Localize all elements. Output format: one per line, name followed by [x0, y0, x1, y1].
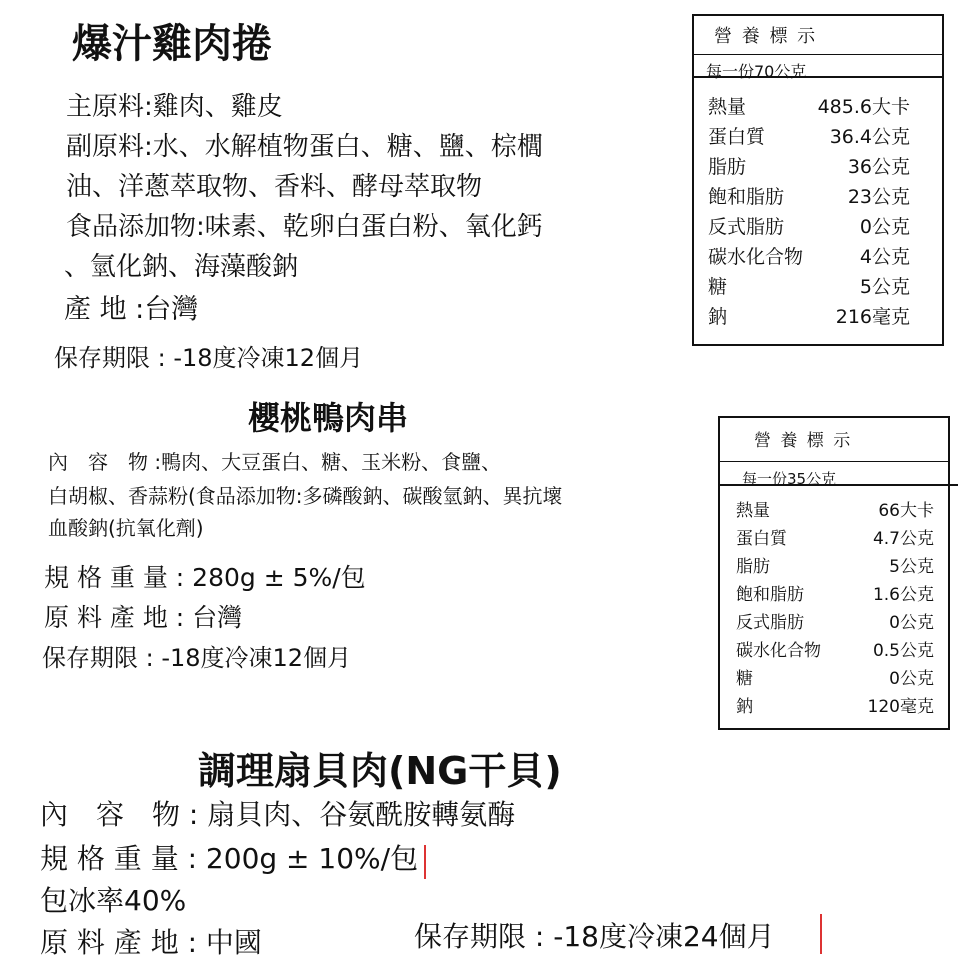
nutrient-value: 0.5公克	[872, 641, 934, 661]
nutrition-row	[720, 664, 948, 692]
nutrient-value: 0公克	[889, 669, 934, 689]
nutrient-value: 120毫克	[867, 697, 934, 717]
nutrition-row	[720, 636, 948, 664]
nutrient-name: 碳水化合物	[708, 246, 804, 268]
nutrition-row	[720, 580, 948, 608]
nutrient-value: 0公克	[859, 216, 910, 238]
nutrition-row	[694, 92, 942, 122]
nutrient-value: 66大卡	[878, 501, 934, 521]
nutrient-name: 反式脂肪	[736, 613, 804, 633]
product1-origin: 產 地 :台灣	[64, 294, 199, 325]
nutrient-value: 216毫克	[835, 306, 910, 328]
nutrient-name: 鈉	[736, 697, 753, 717]
product3-spec: 規 格 重 量 : 200g ± 10%/包	[40, 842, 419, 875]
nutrient-value: 4.7公克	[872, 529, 934, 549]
nutrition-row	[694, 212, 942, 242]
product2-origin: 原 料 產 地 : 台灣	[44, 603, 243, 632]
product1-line-additives-cont: 、氫化鈉、海藻酸鈉	[64, 252, 299, 282]
nutrition-row	[720, 608, 948, 636]
product1-line-additives: 食品添加物:味素、乾卵白蛋白粉、氧化鈣	[66, 212, 543, 242]
nutrition-box-1-rows	[694, 78, 942, 338]
nutrient-name: 糖	[736, 669, 753, 689]
product2-contents-line-2: 白胡椒、香蒜粉(食品添加物:多磷酸鈉、碳酸氫鈉、異抗壞	[48, 484, 563, 508]
product1-shelf-life: 保存期限 : -18度冷凍12個月	[54, 344, 364, 372]
red-edit-mark-2	[820, 914, 822, 954]
product3-origin: 原 料 產 地 : 中國	[40, 926, 262, 959]
nutrition-box-1-serving: 每一份70公克	[694, 54, 942, 82]
nutrient-value: 5公克	[859, 276, 910, 298]
product3-title: 調理扇貝肉(NG干貝)	[198, 749, 562, 793]
nutrition-box-2-edge-line	[946, 484, 958, 486]
nutrient-name: 反式脂肪	[708, 216, 785, 238]
nutrient-name: 鈉	[708, 306, 728, 328]
nutrient-name: 脂肪	[708, 156, 747, 178]
nutrition-box-2-rows	[720, 486, 948, 726]
product1-line-sub-ingredients-cont: 油、洋蔥萃取物、香料、酵母萃取物	[66, 172, 483, 202]
nutrition-row	[694, 182, 942, 212]
product2-spec: 規 格 重 量 : 280g ± 5%/包	[44, 563, 366, 592]
nutrition-row	[694, 272, 942, 302]
product1-line-sub-ingredients: 副原料:水、水解植物蛋白、糖、鹽、棕櫚	[66, 132, 543, 162]
nutrition-row	[694, 302, 942, 332]
nutrition-row	[720, 552, 948, 580]
nutrient-value: 23公克	[847, 186, 910, 208]
nutrient-value: 485.6大卡	[817, 96, 910, 118]
product3-contents: 內 容 物 : 扇貝肉、谷氨酰胺轉氨酶	[40, 798, 516, 831]
nutrition-box-2-header	[720, 418, 948, 486]
nutrient-value: 36公克	[847, 156, 910, 178]
nutrition-box-2	[718, 416, 950, 730]
nutrition-row	[720, 524, 948, 552]
nutrition-box-1-heading: 營 養 標 示	[714, 26, 818, 47]
product3-shelf-life: 保存期限 : -18度冷凍24個月	[414, 920, 775, 953]
nutrition-row	[694, 152, 942, 182]
nutrient-name: 熱量	[736, 501, 770, 521]
product1-line-ingredients: 主原料:雞肉、雞皮	[66, 92, 283, 122]
nutrient-name: 脂肪	[736, 557, 770, 577]
nutrition-box-2-serving: 每一份35公克	[720, 461, 948, 489]
product2-title: 櫻桃鴨肉串	[248, 399, 409, 437]
product2-contents-line-1: 內 容 物 :鴨肉、大豆蛋白、糖、玉米粉、食鹽、	[48, 450, 502, 474]
product2-shelf-life: 保存期限 : -18度冷凍12個月	[42, 644, 352, 672]
nutrition-box-1	[692, 14, 944, 346]
nutrient-value: 1.6公克	[872, 585, 934, 605]
nutrition-row	[694, 242, 942, 272]
nutrient-name: 飽和脂肪	[708, 186, 785, 208]
red-edit-mark-1	[424, 845, 426, 879]
nutrient-name: 蛋白質	[708, 126, 766, 148]
nutrition-box-2-heading: 營 養 標 示	[754, 431, 853, 451]
nutrient-name: 飽和脂肪	[736, 585, 804, 605]
nutrient-name: 蛋白質	[736, 529, 787, 549]
product3-ice-rate: 包冰率40%	[40, 884, 187, 917]
nutrition-row	[720, 692, 948, 720]
nutrition-box-1-header	[694, 16, 942, 81]
product1-title: 爆汁雞肉捲	[72, 21, 272, 67]
nutrient-value: 36.4公克	[829, 126, 910, 148]
nutrition-row	[720, 496, 948, 524]
nutrient-value: 0公克	[889, 613, 934, 633]
product2-contents-line-3: 血酸鈉(抗氧化劑)	[48, 516, 204, 540]
nutrient-name: 碳水化合物	[736, 641, 821, 661]
nutrient-name: 糖	[708, 276, 728, 298]
nutrient-value: 4公克	[859, 246, 910, 268]
nutrition-row	[694, 122, 942, 152]
nutrient-name: 熱量	[708, 96, 747, 118]
nutrient-value: 5公克	[889, 557, 934, 577]
